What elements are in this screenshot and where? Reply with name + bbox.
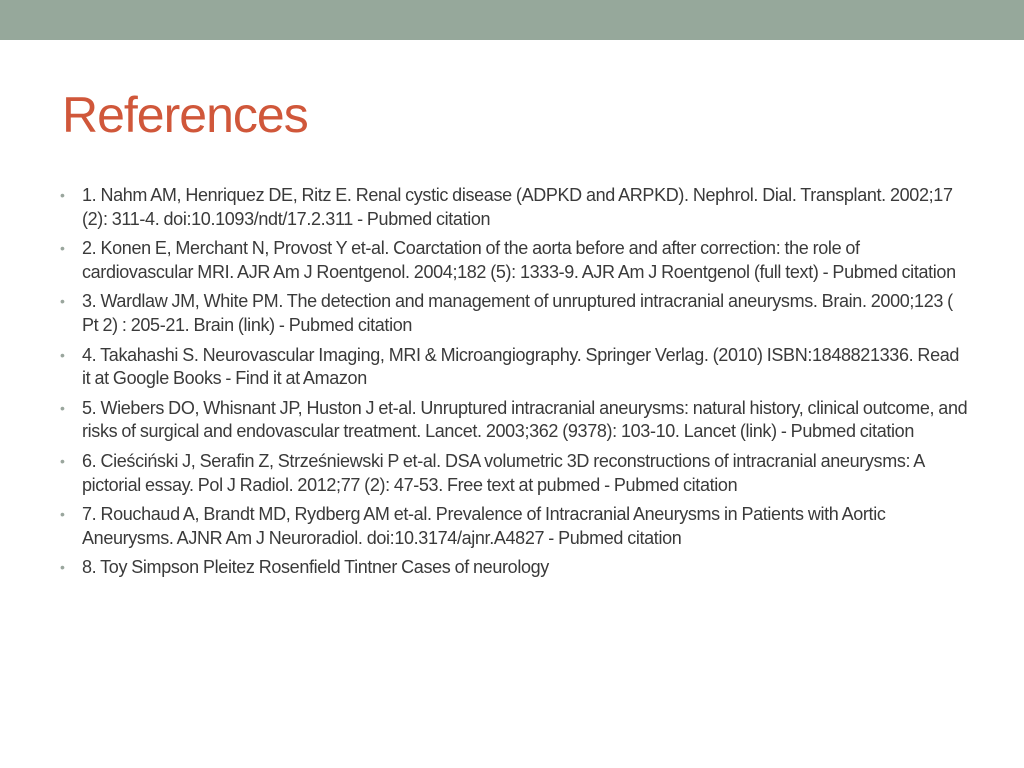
reference-text: 3. Wardlaw JM, White PM. The detection and management of unruptured intracranial aneurysms. Brain. 2000;123 ( Pt 2) : 205-21. Brain (link) - Pubmed citation xyxy=(82,291,953,335)
bullet-icon: • xyxy=(60,293,65,310)
bullet-icon: • xyxy=(60,506,65,523)
reference-text: 1. Nahm AM, Henriquez DE, Ritz E. Renal cystic disease (ADPKD and ARPKD). Nephrol. Dial. Transplant. 2002;17 (2): 311-4. doi:10.1093/ndt/17.2.311 - Pubmed citation xyxy=(82,185,953,229)
bullet-icon: • xyxy=(60,452,65,469)
reference-text: 5. Wiebers DO, Whisnant JP, Huston J et-al. Unruptured intracranial aneurysms: natural history, clinical outcome, and risks of surgical and endovascular treatment. Lancet. 2003;362 (9378): 103-10. Lancet (link) - Pubmed citation xyxy=(82,397,968,442)
bullet-icon: • xyxy=(60,240,65,257)
slide-title: References xyxy=(62,87,308,143)
bullet-icon: • xyxy=(60,346,65,363)
reference-text: 8. Toy Simpson Pleitez Rosenfield Tintner Cases of neurology xyxy=(82,557,549,578)
reference-text: 6. Cieściński J, Serafin Z, Strześniewski P et-al. DSA volumetric 3D reconstructions of intracranial aneurysms: A pictorial essay. Pol J Radiol. 2012;77 (2): 47-53. Free text at pubmed - Pubmed citation xyxy=(82,450,924,495)
reference-list xyxy=(60,184,968,586)
bullet-icon: • xyxy=(60,559,65,576)
top-accent-band xyxy=(0,0,1024,40)
bullet-icon: • xyxy=(60,399,65,416)
reference-item-3 xyxy=(60,290,968,337)
reference-item-8 xyxy=(60,556,968,580)
bullet-icon: • xyxy=(60,187,65,203)
reference-item-5 xyxy=(60,397,968,444)
reference-item-6 xyxy=(60,450,968,497)
reference-text: 2. Konen E, Merchant N, Provost Y et-al. Coarctation of the aorta before and after correction: the role of cardiovascular MRI. AJR Am J Roentgenol. 2004;182 (5): 1333-9. AJR Am J Roentgenol (full text) - Pubmed citation xyxy=(82,238,956,282)
reference-text: 4. Takahashi S. Neurovascular Imaging, MRI & Microangiography. Springer Verlag. (2010) ISBN:1848821336. Read it at Google Books - Find it at Amazon xyxy=(82,344,960,389)
reference-item-2 xyxy=(60,237,968,284)
reference-item-7 xyxy=(60,503,968,550)
reference-text: 7. Rouchaud A, Brandt MD, Rydberg AM et-al. Prevalence of Intracranial Aneurysms in Patients with Aortic Aneurysms. AJNR Am J Neuroradiol. doi:10.3174/ajnr.A4827 - Pubmed citation xyxy=(82,504,886,548)
reference-item-1 xyxy=(60,184,968,231)
reference-item-4 xyxy=(60,344,968,391)
